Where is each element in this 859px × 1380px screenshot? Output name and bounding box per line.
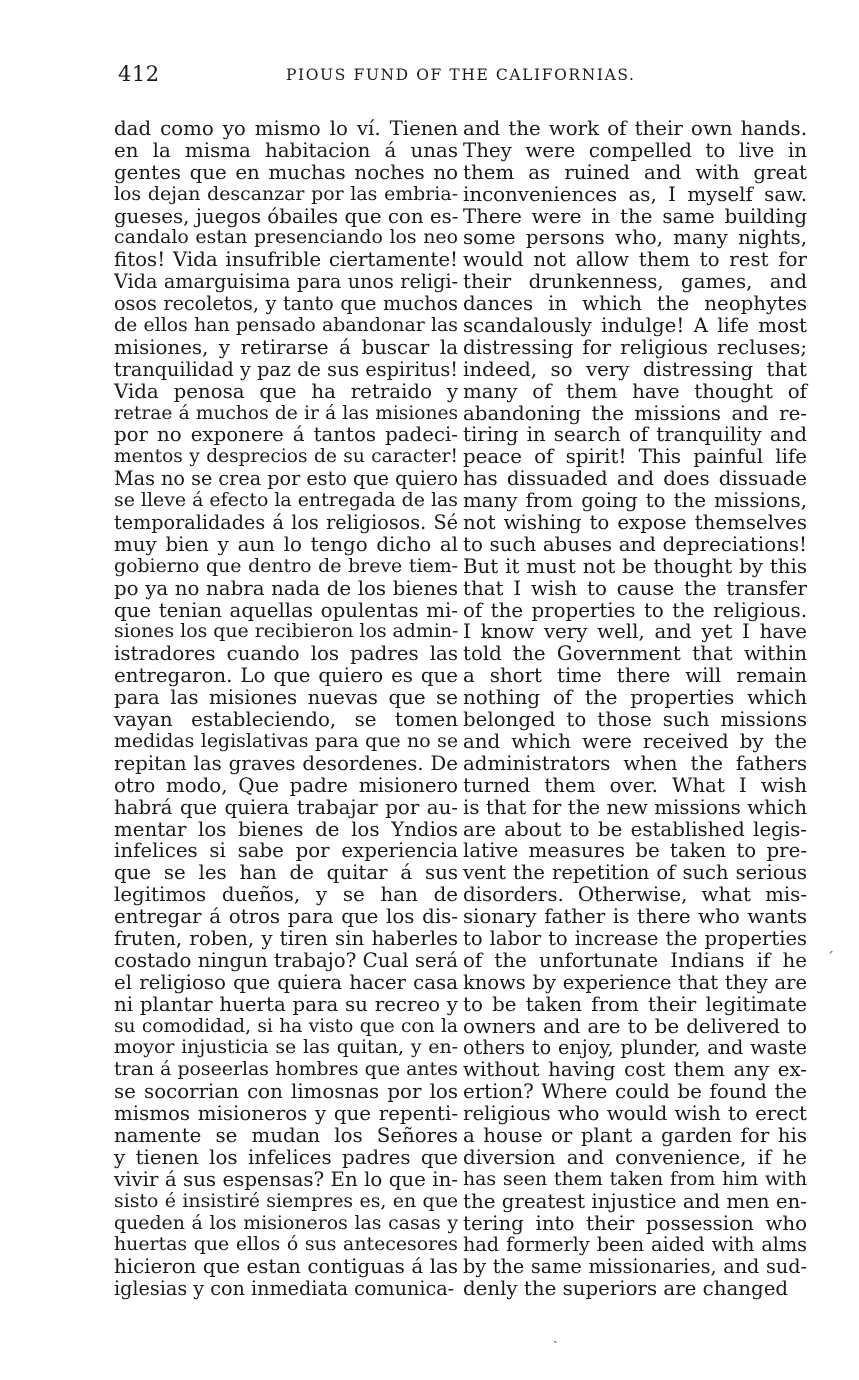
- spanish-text-line: fitos! Vida insufrible ciertamente!: [114, 248, 458, 272]
- spanish-text-line: dad como yo mismo lo ví. Tienen: [114, 117, 458, 140]
- spanish-text-line: medidas legislativas para que no se: [114, 729, 458, 752]
- english-text-line: many of them have thought of: [463, 379, 807, 403]
- spanish-text-line: po ya no nabra nada de los bienes: [114, 576, 458, 600]
- english-text-line: They were compelled to live in: [463, 138, 807, 162]
- spanish-text-column: [114, 118, 458, 1300]
- english-text-line: of the unfortunate Indians if he: [463, 948, 807, 972]
- english-text-line: a short time there will remain: [463, 664, 807, 688]
- spanish-text-line: vivir á sus espensas? En lo que in-: [114, 1167, 458, 1191]
- english-text-line: There were in the same building: [463, 204, 807, 228]
- english-text-line: vent the repetition of such serious: [463, 861, 807, 885]
- english-text-line: the greatest injustice and men en-: [463, 1189, 807, 1213]
- spanish-text-line: gueses, juegos óbailes que con es-: [114, 204, 459, 228]
- english-text-line: peace of spirit! This painful life: [463, 445, 807, 469]
- spanish-text-line: iglesias y con inmediata comunica-: [114, 1277, 455, 1301]
- print-speck: ˎ: [553, 1328, 558, 1344]
- running-header: [118, 62, 799, 92]
- english-text-line: denly the superiors are changed: [463, 1277, 789, 1301]
- english-text-line: But it must not be thought by this: [463, 554, 807, 578]
- page-number: 412: [118, 62, 160, 86]
- english-text-line: distressing for religious recluses;: [463, 335, 807, 359]
- spanish-text-line: para las misiones nuevas que se: [114, 686, 458, 710]
- spanish-text-line: sisto é insistiré siempres es, en que: [114, 1189, 458, 1212]
- english-text-line: to be taken from their legitimate: [463, 992, 807, 1016]
- spanish-text-line: istradores cuando los padres las: [114, 642, 458, 666]
- spanish-text-line: se socorrian con limosnas por los: [114, 1080, 458, 1104]
- spanish-text-line: los dejan descanzar por las embria-: [114, 182, 458, 205]
- english-text-line: disorders. Otherwise, what mis-: [463, 883, 807, 907]
- spanish-text-line: gentes que en muchas noches no: [114, 160, 458, 184]
- spanish-text-line: infelices si sabe por experiencia: [114, 839, 458, 863]
- spanish-text-line: tran á poseerlas hombres que antes: [114, 1058, 458, 1081]
- spanish-text-line: ni plantar huerta para su recreo y: [114, 992, 458, 1016]
- spanish-text-line: de ellos han pensado abandonar las: [114, 314, 458, 337]
- english-text-line: to such abuses and depreciations!: [463, 532, 807, 556]
- english-text-line: tering into their possession who: [463, 1211, 807, 1235]
- spanish-text-line: en la misma habitacion á unas: [114, 138, 458, 162]
- spanish-text-line: se lleve á efecto la entregada de las: [114, 489, 458, 512]
- english-text-line: of the properties to the religious.: [463, 598, 807, 622]
- spanish-text-line: mentar los bienes de los Yndios: [114, 817, 458, 841]
- english-text-line: had formerly been aided with alms: [463, 1233, 807, 1257]
- english-text-line: tiring in search of tranquility and: [463, 423, 807, 447]
- english-text-line: told the Government that within: [463, 642, 807, 666]
- spanish-text-line: Mas no se crea por esto que quiero: [114, 467, 458, 491]
- running-title: PIOUS FUND OF THE CALIFORNIAS.: [286, 66, 636, 84]
- spanish-text-line: hicieron que estan contiguas á las: [114, 1255, 458, 1279]
- spanish-text-line: retrae á muchos de ir á las misiones: [114, 402, 458, 424]
- english-text-line: owners and are to be delivered to: [463, 1014, 807, 1038]
- spanish-text-line: su comodidad, si ha visto que con la: [114, 1015, 458, 1037]
- english-text-line: and the work of their own hands.: [463, 117, 807, 140]
- english-text-line: by the same missionaries, and sud-: [463, 1255, 807, 1279]
- spanish-text-line: que tenian aquellas opulentas mi-: [114, 598, 458, 622]
- english-text-line: are about to be established legis-: [463, 817, 807, 841]
- spanish-text-line: legitimos dueños, y se han de: [114, 883, 458, 907]
- spanish-text-line: queden á los misioneros las casas y: [114, 1211, 458, 1234]
- english-text-line: nothing of the properties which: [463, 686, 807, 710]
- english-text-line: and which were received by the: [463, 729, 807, 753]
- spanish-text-line: fruten, roben, y tiren sin haberles: [114, 926, 458, 950]
- english-text-line: sionary father is there who wants: [463, 905, 807, 929]
- english-text-line: turned them over. What I wish: [463, 773, 807, 797]
- spanish-text-line: siones los que recibieron los admin-: [114, 620, 459, 643]
- english-text-line: without having cost them any ex-: [463, 1058, 807, 1082]
- english-translation-column: [463, 118, 807, 1300]
- spanish-text-line: huertas que ellos ó sus antecesores: [114, 1233, 458, 1256]
- english-text-line: some persons who, many nights,: [463, 226, 807, 250]
- spanish-text-line: entregar á otros para que los dis-: [114, 905, 458, 929]
- english-text-line: not wishing to expose themselves: [463, 511, 807, 535]
- english-text-line: a house or plant a garden for his: [463, 1123, 807, 1147]
- english-text-line: others to enjoy, plunder, and waste: [463, 1036, 807, 1060]
- spanish-text-line: entregaron. Lo que quiero es que: [114, 664, 458, 688]
- spanish-text-line: el religioso que quiera hacer casa: [114, 970, 458, 994]
- english-text-line: belonged to those such missions: [463, 708, 807, 732]
- english-text-line: indeed, so very distressing that: [463, 357, 807, 381]
- spanish-text-line: muy bien y aun lo tengo dicho al: [114, 532, 458, 556]
- english-text-line: their drunkenness, games, and: [463, 270, 807, 294]
- print-speck: ´: [827, 950, 834, 966]
- spanish-text-line: temporalidades á los religiosos. Sé: [114, 511, 458, 535]
- english-text-line: lative measures be taken to pre-: [463, 839, 807, 863]
- spanish-text-line: misiones, y retirarse á buscar la: [114, 335, 458, 359]
- spanish-text-line: Vida penosa que ha retraido y: [114, 379, 458, 403]
- english-text-line: inconveniences as, I myself saw.: [463, 182, 807, 206]
- spanish-text-line: repitan las graves desordenes. De: [114, 751, 458, 775]
- spanish-text-line: habrá que quiera trabajar por au-: [114, 795, 458, 819]
- english-text-line: many from going to the missions,: [463, 489, 807, 513]
- spanish-text-line: otro modo, Que padre misionero: [114, 773, 458, 797]
- english-text-line: knows by experience that they are: [463, 970, 807, 994]
- spanish-text-line: gobierno que dentro de breve tiem-: [114, 554, 458, 577]
- spanish-text-line: osos recoletos, y tanto que muchos: [114, 292, 458, 316]
- spanish-text-line: Vida amarguisima para unos religi-: [114, 270, 458, 294]
- spanish-text-line: mentos y desprecios de su caracter!: [114, 446, 458, 468]
- spanish-text-line: tranquilidad y paz de sus espiritus!: [114, 357, 458, 381]
- english-text-line: ertion? Where could be found the: [463, 1080, 807, 1104]
- spanish-text-line: que se les han de quitar á sus: [114, 861, 458, 885]
- english-text-line: religious who would wish to erect: [463, 1102, 807, 1126]
- english-text-line: I know very well, and yet I have: [463, 620, 807, 644]
- spanish-text-line: mismos misioneros y que repenti-: [114, 1102, 458, 1126]
- spanish-text-line: candalo estan presenciando los neo: [114, 226, 458, 249]
- english-text-line: them as ruined and with great: [463, 160, 807, 184]
- english-text-line: has seen them taken from him with: [463, 1167, 807, 1190]
- english-text-line: diversion and convenience, if he: [463, 1145, 807, 1169]
- english-text-line: is that for the new missions which: [463, 795, 807, 819]
- english-text-line: administrators when the fathers: [463, 751, 807, 775]
- spanish-text-line: costado ningun trabajo? Cual será: [114, 948, 458, 972]
- spanish-text-line: vayan estableciendo, se tomen: [114, 708, 458, 732]
- spanish-text-line: y tienen los infelices padres que: [114, 1145, 458, 1169]
- spanish-text-line: namente se mudan los Señores: [114, 1123, 458, 1147]
- spanish-text-line: por no exponere á tantos padeci-: [114, 423, 458, 447]
- english-text-line: would not allow them to rest for: [463, 248, 807, 272]
- english-text-line: to labor to increase the properties: [463, 926, 807, 950]
- english-text-line: scandalously indulge! A life most: [463, 314, 807, 338]
- english-text-line: abandoning the missions and re-: [463, 401, 807, 425]
- english-text-line: that I wish to cause the transfer: [463, 576, 807, 600]
- english-text-line: has dissuaded and does dissuade: [463, 467, 807, 491]
- english-text-line: dances in which the neophytes: [463, 292, 807, 316]
- spanish-text-line: moyor injusticia se las quitan, y en-: [114, 1036, 458, 1059]
